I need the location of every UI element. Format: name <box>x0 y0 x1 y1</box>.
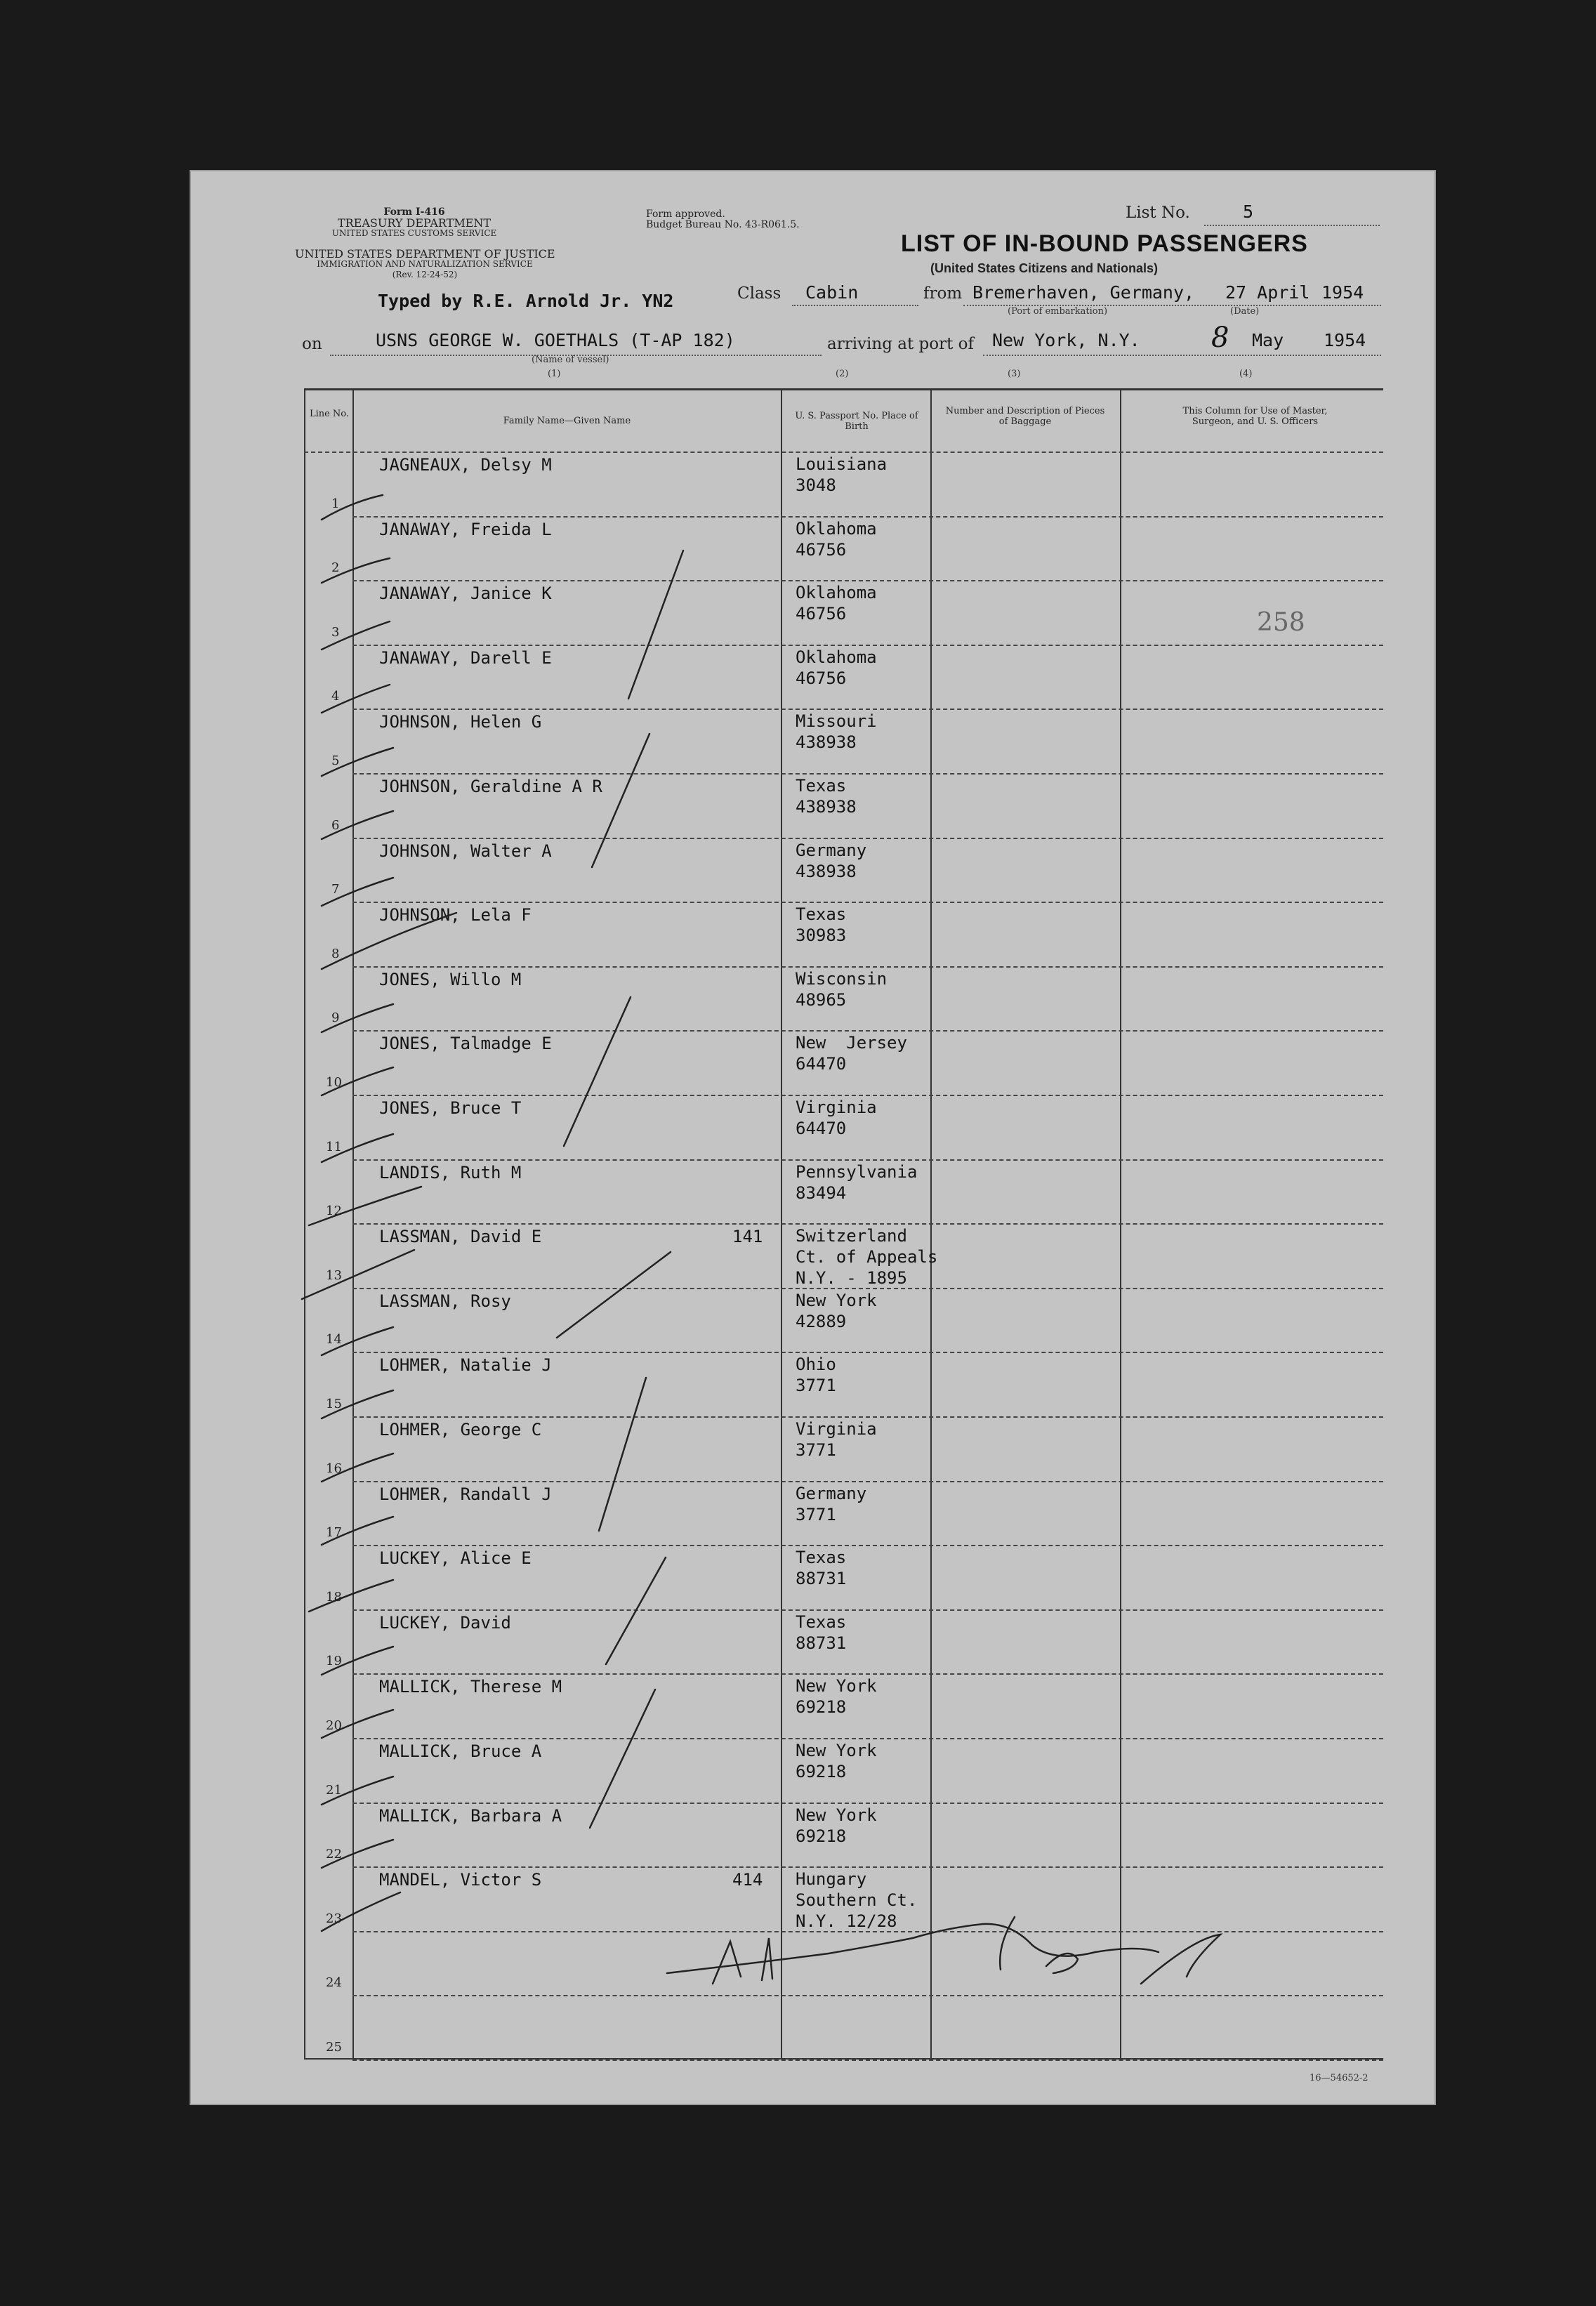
line-number: 20 <box>326 1718 342 1733</box>
footer-code: 16—54652-2 <box>1310 2073 1369 2083</box>
passenger-name: JOHNSON, Walter A <box>379 841 552 861</box>
line-number: 15 <box>326 1397 342 1411</box>
embark-caption: (Port of embarkation) <box>1008 306 1108 317</box>
col-caption-4: (4) <box>1239 369 1253 379</box>
line-number: 10 <box>326 1075 342 1090</box>
customs-service: UNITED STATES CUSTOMS SERVICE <box>331 228 497 238</box>
passport-place: Oklahoma 46756 <box>796 647 877 688</box>
passport-place: Oklahoma 46756 <box>796 583 877 624</box>
header-officers: This Column for Use of Master, Surgeon, and U. S. Officers <box>1182 406 1328 427</box>
passport-place: Texas 88731 <box>796 1548 847 1589</box>
passenger-name: JOHNSON, Lela F <box>379 905 532 925</box>
passenger-name: LANDIS, Ruth M <box>379 1162 522 1182</box>
col-caption-1: (1) <box>548 369 561 379</box>
passport-place: Wisconsin 48965 <box>796 968 888 1010</box>
arrival-day: 8 <box>1211 322 1229 354</box>
line-number: 5 <box>331 753 340 768</box>
passenger-name: JANAWAY, Darell E <box>379 647 552 668</box>
passenger-note: 414 <box>732 1870 763 1890</box>
arrival-month: May <box>1252 330 1284 350</box>
passport-place: New York 42889 <box>796 1290 877 1331</box>
list-no-label: List No. <box>1126 204 1190 222</box>
line-number: 8 <box>331 946 340 961</box>
line-number: 9 <box>331 1010 340 1026</box>
passenger-name: JONES, Bruce T <box>379 1098 522 1118</box>
line-number: 2 <box>331 560 340 576</box>
arriving-label: arriving at port of <box>827 335 974 353</box>
list-no-value: 5 <box>1243 202 1254 222</box>
passport-place: Germany 438938 <box>796 840 867 881</box>
header-line-no: Line No. <box>309 409 350 419</box>
header-family-name: Family Name—Given Name <box>503 416 631 426</box>
line-number: 13 <box>326 1267 342 1283</box>
date-caption: (Date) <box>1230 306 1260 317</box>
passport-place: New York 69218 <box>796 1676 877 1718</box>
vessel-name: USNS GEORGE W. GOETHALS (T-AP 182) <box>376 330 735 350</box>
on-label: on <box>302 335 322 353</box>
class-label: Class <box>737 284 781 303</box>
line-number: 6 <box>331 817 340 833</box>
arrival-year: 1954 <box>1324 330 1366 350</box>
passenger-name: MALLICK, Therese M <box>379 1677 562 1697</box>
col-caption-3: (3) <box>1008 369 1021 379</box>
col-caption-2: (2) <box>836 369 849 379</box>
line-number: 16 <box>326 1461 342 1476</box>
budget-bureau: Budget Bureau No. 43-R061.5. <box>646 219 800 230</box>
line-number: 24 <box>326 1975 342 1991</box>
form-title: LIST OF IN-BOUND PASSENGERS <box>901 230 1308 257</box>
passport-place: Ohio 3771 <box>796 1355 836 1396</box>
line-number: 22 <box>326 1847 342 1862</box>
passport-place: New York 69218 <box>796 1805 877 1846</box>
line-number: 7 <box>331 882 340 897</box>
passenger-name: LASSMAN, Rosy <box>379 1291 511 1311</box>
vessel-caption: (Name of vessel) <box>532 355 609 365</box>
passenger-name: JANAWAY, Janice K <box>379 584 552 604</box>
passport-place: Switzerland Ct. of Appeals N.Y. - 1895 <box>796 1226 938 1289</box>
stamp-number: 258 <box>1257 608 1305 637</box>
form-subtitle: (United States Citizens and Nationals) <box>930 261 1159 275</box>
form-number: Form I-416 <box>383 206 445 218</box>
passenger-name: JONES, Talmadge E <box>379 1034 552 1054</box>
passenger-name: JOHNSON, Geraldine A R <box>379 777 602 796</box>
passport-place: Oklahoma 46756 <box>796 518 877 560</box>
passenger-name: MALLICK, Bruce A <box>379 1741 542 1761</box>
line-number: 17 <box>326 1525 342 1541</box>
passenger-name: LUCKEY, Alice E <box>379 1548 532 1569</box>
passenger-name: LOHMER, Natalie J <box>379 1355 552 1376</box>
passenger-name: LUCKEY, David <box>379 1612 511 1633</box>
date-year: 1954 <box>1321 282 1364 303</box>
passport-place: Texas 30983 <box>796 904 847 946</box>
passport-place: Missouri 438938 <box>796 711 877 753</box>
passport-place: Hungary Southern Ct. N.Y. 12/28 <box>796 1869 918 1932</box>
passport-place: Pennsylvania 83494 <box>796 1161 918 1203</box>
line-number: 14 <box>326 1332 342 1348</box>
line-number: 11 <box>326 1139 342 1154</box>
passenger-name: MALLICK, Barbara A <box>379 1805 562 1826</box>
date-value: 27 April <box>1225 282 1310 303</box>
passenger-name: JAGNEAUX, Delsy M <box>379 455 552 475</box>
passport-place: Louisiana 3048 <box>796 454 888 495</box>
from-value: Bremerhaven, Germany, <box>972 282 1195 303</box>
typed-by: Typed by R.E. Arnold Jr. YN2 <box>378 291 674 311</box>
line-number: 3 <box>331 624 340 640</box>
form-approved: Form approved. <box>646 209 725 220</box>
line-number: 1 <box>331 496 340 511</box>
line-number: 25 <box>326 2040 342 2055</box>
passenger-name: JANAWAY, Freida L <box>379 519 552 539</box>
revision: (Rev. 12-24-52) <box>392 270 458 279</box>
line-number: 21 <box>326 1782 342 1798</box>
passenger-note: 141 <box>732 1227 763 1247</box>
ins-service: IMMIGRATION AND NATURALIZATION SERVICE <box>317 259 533 269</box>
passport-place: Germany 3771 <box>796 1483 867 1524</box>
passport-place: New York 69218 <box>796 1741 877 1781</box>
passenger-name: JOHNSON, Helen G <box>379 712 542 732</box>
from-label: from <box>923 284 963 303</box>
passenger-name: LASSMAN, David E <box>379 1227 542 1247</box>
passenger-name: JONES, Willo M <box>379 969 522 989</box>
header-baggage: Number and Description of Pieces of Baggage <box>945 406 1105 427</box>
line-number: 4 <box>331 689 340 704</box>
passport-place: Texas 88731 <box>796 1612 847 1653</box>
port-value: New York, N.Y. <box>992 330 1140 350</box>
passport-place: Texas 438938 <box>796 776 857 817</box>
passenger-name: MANDEL, Victor S <box>379 1870 542 1890</box>
line-number: 23 <box>326 1911 342 1926</box>
header-passport: U. S. Passport No. Place of Birth <box>795 411 918 432</box>
passport-place: Virginia 64470 <box>796 1098 877 1138</box>
line-number: 12 <box>326 1204 342 1219</box>
passenger-name: LOHMER, Randall J <box>379 1484 552 1504</box>
passport-place: Virginia 3771 <box>796 1419 877 1460</box>
treasury-dept: TREASURY DEPARTMENT <box>337 216 492 230</box>
justice-dept: UNITED STATES DEPARTMENT OF JUSTICE <box>295 247 555 261</box>
passenger-name: LOHMER, George C <box>379 1420 542 1439</box>
passport-place: New Jersey 64470 <box>796 1033 907 1074</box>
class-value: Cabin <box>805 282 859 303</box>
line-number: 18 <box>326 1589 342 1605</box>
line-number: 19 <box>326 1654 342 1669</box>
